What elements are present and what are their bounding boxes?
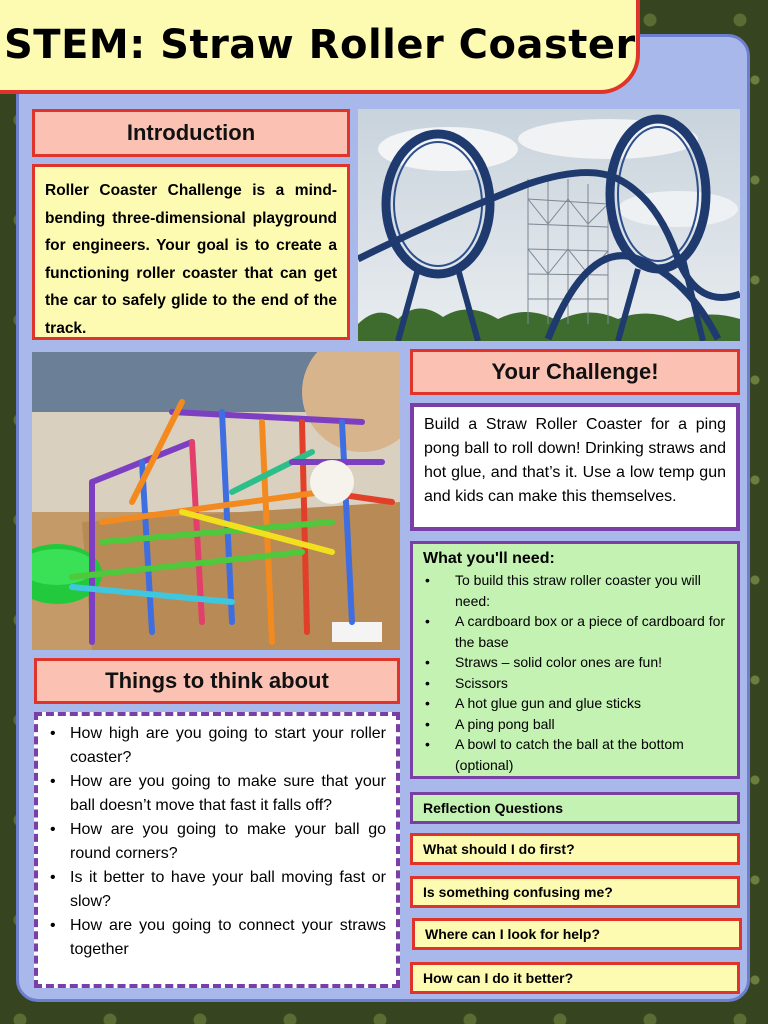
list-item: • A bowl to catch the ball at the bottom (optional) bbox=[423, 734, 727, 775]
intro-text: Roller Coaster Challenge is a mind-bending three-dimensional playground for engineers. Your goal is to create a functioning roller coaster that can get the car to safely glide to the end of the track. bbox=[32, 164, 350, 340]
reflection-question: Is something confusing me? bbox=[410, 876, 740, 908]
roller-coaster-image bbox=[358, 109, 740, 341]
think-box bbox=[34, 712, 400, 988]
list-item: • Straws – solid color ones are fun! bbox=[423, 652, 727, 673]
list-item: • A hot glue gun and glue sticks bbox=[423, 693, 727, 714]
reflection-question: What should I do first? bbox=[410, 833, 740, 865]
list-item: • Is it better to have your ball moving fast or slow? bbox=[48, 866, 386, 914]
list-item: • How are you going to make sure that your ball doesn’t move that fast it falls off? bbox=[48, 770, 386, 818]
materials-list bbox=[423, 570, 727, 775]
list-item: • A ping pong ball bbox=[423, 714, 727, 735]
reflection-question: Where can I look for help? bbox=[412, 918, 742, 950]
reflection-heading: Reflection Questions bbox=[410, 792, 740, 824]
list-item: • How are you going to connect your straws together bbox=[48, 914, 386, 962]
list-item: • How are you going to make your ball go round corners? bbox=[48, 818, 386, 866]
think-list bbox=[48, 722, 386, 962]
list-item: • How high are you going to start your roller coaster? bbox=[48, 722, 386, 770]
intro-heading: Introduction bbox=[32, 109, 350, 157]
page-title: STEM: Straw Roller Coaster bbox=[4, 22, 636, 68]
title-banner bbox=[0, 0, 640, 94]
challenge-heading: Your Challenge! bbox=[410, 349, 740, 395]
materials-heading: What you'll need: bbox=[423, 550, 555, 567]
straw-coaster-image bbox=[32, 352, 400, 650]
challenge-text: Build a Straw Roller Coaster for a ping pong ball to roll down! Drinking straws and hot glue, and that’s it. Use a low temp gun and kids can make this themselves. bbox=[410, 403, 740, 531]
list-item: • A cardboard box or a piece of cardboard for the base bbox=[423, 611, 727, 652]
reflection-question: How can I do it better? bbox=[410, 962, 740, 994]
roller-coaster-photo bbox=[358, 109, 740, 341]
think-heading: Things to think about bbox=[34, 658, 400, 704]
straw-coaster-photo bbox=[32, 352, 400, 650]
materials-box bbox=[410, 541, 740, 779]
list-item: • Scissors bbox=[423, 673, 727, 694]
list-item: • To build this straw roller coaster you will need: bbox=[423, 570, 727, 611]
